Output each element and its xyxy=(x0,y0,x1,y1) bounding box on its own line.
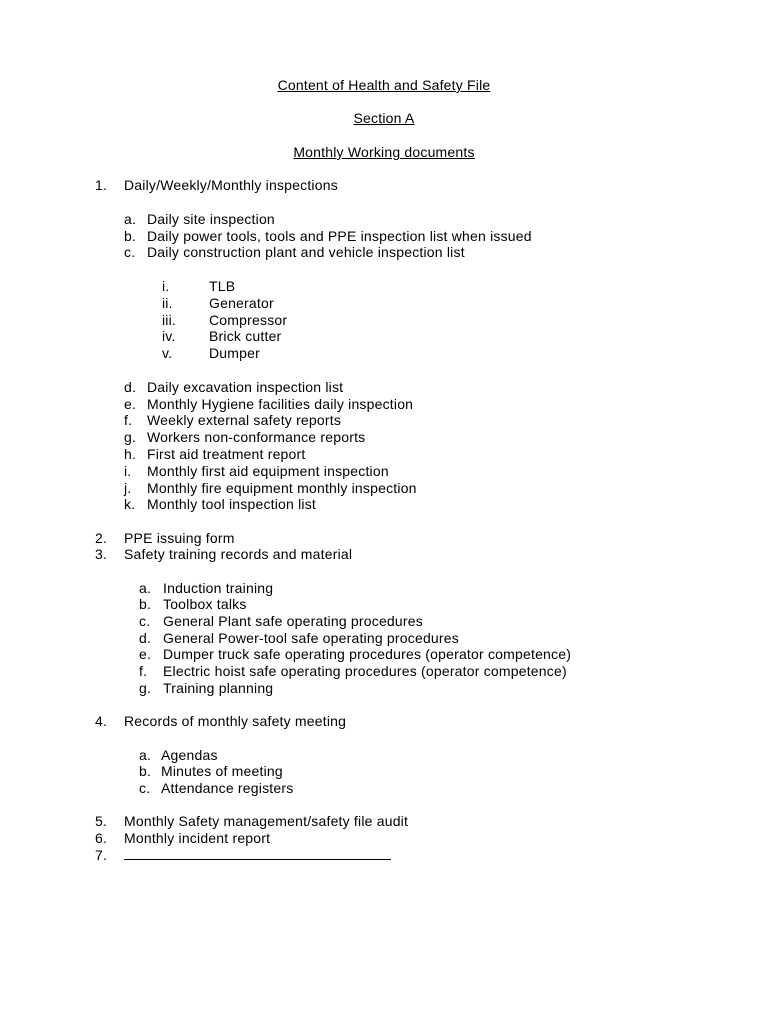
document-title: Content of Health and Safety File xyxy=(277,77,491,93)
item-number: 7. xyxy=(95,847,108,863)
item-text: Monthly Safety management/safety file audit xyxy=(124,813,409,829)
item-text: Daily site inspection xyxy=(147,211,275,227)
item-text: Workers non-conformance reports xyxy=(147,429,366,445)
item-letter: c. xyxy=(124,244,136,260)
item-roman: iv. xyxy=(162,328,176,344)
item-text: Daily/Weekly/Monthly inspections xyxy=(124,177,338,193)
item-letter: a. xyxy=(124,211,137,227)
item-letter: c. xyxy=(139,780,151,796)
item-text: Induction training xyxy=(163,580,274,596)
item-text: First aid treatment report xyxy=(147,446,306,462)
item-text: Compressor xyxy=(209,312,288,328)
item-letter: d. xyxy=(139,630,152,646)
item-text: Daily construction plant and vehicle inspection list xyxy=(147,244,465,260)
item-text: Dumper xyxy=(209,345,260,361)
item-text: Monthly Hygiene facilities daily inspection xyxy=(147,396,414,412)
item-letter: c. xyxy=(139,613,151,629)
item-letter: k. xyxy=(124,496,136,512)
item-roman: i. xyxy=(162,278,170,294)
item-number: 5. xyxy=(95,813,108,829)
item-letter: h. xyxy=(124,446,137,462)
item-number: 1. xyxy=(95,177,108,193)
item-letter: f. xyxy=(139,663,148,679)
item-letter: e. xyxy=(124,396,137,412)
item-text: Monthly incident report xyxy=(124,830,271,846)
item-text: Training planning xyxy=(163,680,274,696)
item-text: Agendas xyxy=(161,747,218,763)
item-letter: e. xyxy=(139,646,152,662)
item-text: Brick cutter xyxy=(209,328,282,344)
item-letter: f. xyxy=(124,412,133,428)
section-subtitle: Monthly Working documents xyxy=(293,144,475,160)
item-letter: a. xyxy=(139,747,152,763)
item-letter: g. xyxy=(124,429,137,445)
item-letter: a. xyxy=(139,580,152,596)
item-text: Toolbox talks xyxy=(163,596,247,612)
item-text: General Power-tool safe operating procedures xyxy=(163,630,459,646)
item-letter: d. xyxy=(124,379,137,395)
item-text: Weekly external safety reports xyxy=(147,412,342,428)
item-number: 3. xyxy=(95,546,108,562)
item-text: Electric hoist safe operating procedures (operator competence) xyxy=(163,663,567,679)
item-roman: v. xyxy=(162,345,173,361)
item-letter: b. xyxy=(139,596,152,612)
item-text: TLB xyxy=(209,278,236,294)
item-text: Monthly fire equipment monthly inspection xyxy=(147,480,417,496)
item-text: Minutes of meeting xyxy=(161,763,283,779)
item-number: 2. xyxy=(95,530,108,546)
item-letter: i. xyxy=(124,463,132,479)
item-number: 4. xyxy=(95,713,108,729)
item-text: Records of monthly safety meeting xyxy=(124,713,347,729)
item-letter: j. xyxy=(124,480,132,496)
item-letter: g. xyxy=(139,680,152,696)
item-text: Attendance registers xyxy=(161,780,294,796)
item-text: General Plant safe operating procedures xyxy=(163,613,423,629)
item-text: Daily excavation inspection list xyxy=(147,379,344,395)
item-roman: ii. xyxy=(162,295,173,311)
item-text: Monthly first aid equipment inspection xyxy=(147,463,389,479)
item-text: Monthly tool inspection list xyxy=(147,496,317,512)
section-heading: Section A xyxy=(353,110,415,126)
item-text: Daily power tools, tools and PPE inspection list when issued xyxy=(147,228,532,244)
item-text: Generator xyxy=(209,295,274,311)
item-text: Dumper truck safe operating procedures (operator competence) xyxy=(163,646,572,662)
item-roman: iii. xyxy=(162,312,177,328)
blank-fill-line xyxy=(124,847,391,864)
item-text: PPE issuing form xyxy=(124,530,235,546)
item-letter: b. xyxy=(124,228,137,244)
item-text: Safety training records and material xyxy=(124,546,353,562)
item-letter: b. xyxy=(139,763,152,779)
item-number: 6. xyxy=(95,830,108,846)
